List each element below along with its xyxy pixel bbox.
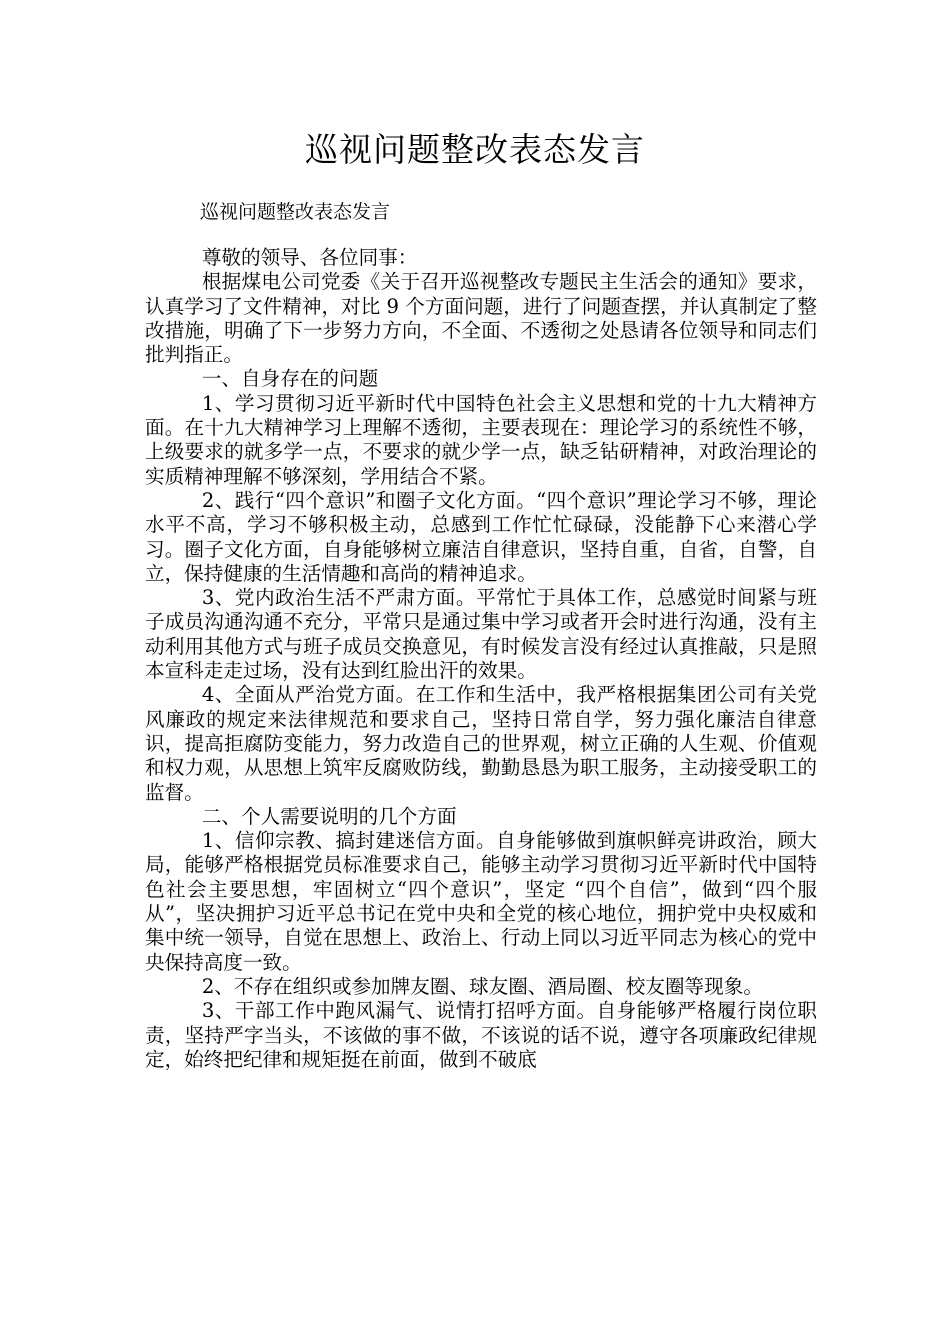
- paragraph-1-4: 4、全面从严治党方面。在工作和生活中，我严格根据集团公司有关党风廉政的规定来法律规范和要求自己，坚持日常自学，努力强化廉洁自律意识，提高拒腐防变能力，努力改造自己的世界观，树立正确的人生观、价值观和权力观，从思想上筑牢反腐败防线，勤勤恳恳为职工服务，主动接受职工的监督。: [145, 683, 817, 804]
- paragraph-2-2: 2、不存在组织或参加牌友圈、球友圈、酒局圈、校友圈等现象。: [201, 974, 763, 998]
- intro-paragraph: 根据煤电公司党委《关于召开巡视整改专题民主生活会的通知》要求，认真学习了文件精神，对比 9 个方面问题，进行了问题查摆，并认真制定了整改措施，明确了下一步努力方向，不全面、不透彻之处恳请各位领导和同志们批判指正。: [145, 270, 817, 367]
- salutation: 尊敬的领导、各位同事：: [201, 246, 418, 269]
- paragraph-1-2: 2、践行“四个意识”和圈子文化方面。“四个意识”理论学习不够，理论水平不高，学习不够积极主动，总感到工作忙忙碌碌，没能静下心来潜心学习。圈子文化方面，自身能够树立廉洁自律意识，坚持自重，自省，自警，自立，保持健康的生活情趣和高尚的精神追求。: [145, 488, 817, 585]
- document-body: [145, 246, 817, 1072]
- paragraph-1-3: 3、党内政治生活不严肃方面。平常忙于具体工作，总感觉时间紧与班子成员沟通沟通不充分，平常只是通过集中学习或者开会时进行沟通，没有主动利用其他方式与班子成员交换意见，有时候发言没有经过认真推敲，只是照本宣科走走过场，没有达到红脸出汗的效果。: [145, 586, 817, 683]
- document-title: 巡视问题整改表态发言: [305, 130, 645, 169]
- document-subtitle: 巡视问题整改表态发言: [200, 201, 391, 223]
- paragraph-2-1: 1、信仰宗教、搞封建迷信方面。自身能够做到旗帜鲜亮讲政治，顾大局，能够严格根据党员标准要求自己，能够主动学习贯彻习近平新时代中国特色社会主要思想，牢固树立“四个意识”，坚定 “四个自信”，做到“四个服从”，坚决拥护习近平总书记在党中央和全党的核心地位，拥护党中央权威和集中统一领导，自觉在思想上、政治上、行动上同以习近平同志为核心的党中央保持高度一致。: [145, 829, 817, 974]
- section-heading-2: 二、个人需要说明的几个方面: [201, 804, 457, 828]
- paragraph-2-3: 3、干部工作中跑风漏气、说情打招呼方面。自身能够严格履行岗位职责，坚持严字当头，不该做的事不做，不该说的话不说，遵守各项廉政纪律规定，始终把纪律和规矩挺在前面，做到不破底: [145, 999, 817, 1071]
- paragraph-1-1: 1、学习贯彻习近平新时代中国特色社会主义思想和党的十九大精神方面。在十九大精神学习上理解不透彻，主要表现在：理论学习的系统性不够，上级要求的就多学一点，不要求的就少学一点，缺乏钻研精神，对政治理论的实质精神理解不够深刻，学用结合不紧。: [145, 391, 817, 488]
- section-heading-1: 一、自身存在的问题: [201, 367, 379, 391]
